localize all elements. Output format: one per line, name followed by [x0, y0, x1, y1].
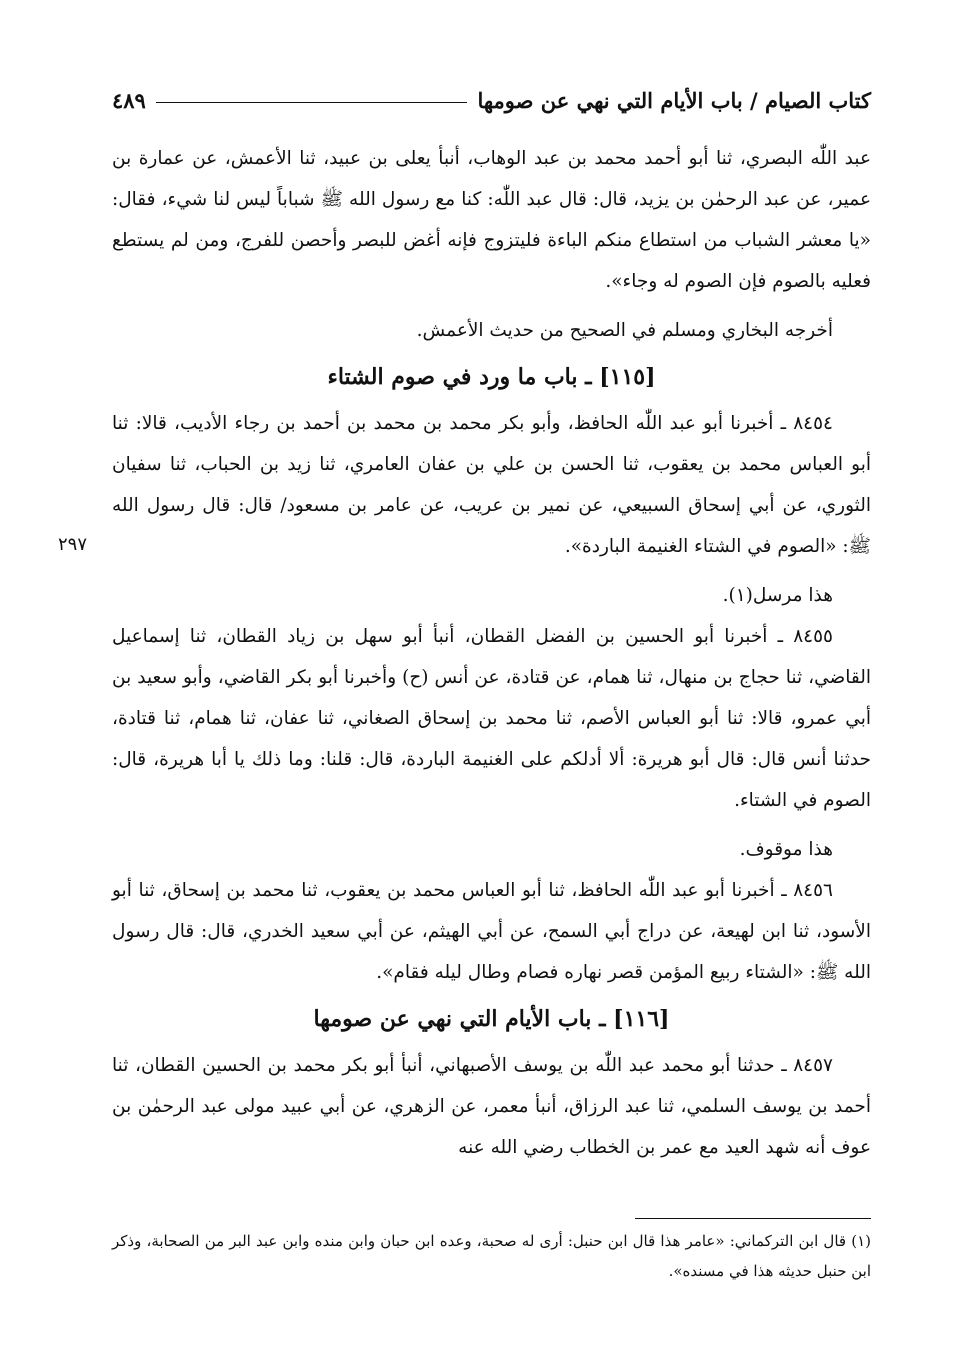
chapter-heading-116: [١١٦] ـ باب الأيام التي نهي عن صومها [313, 1006, 670, 1032]
hadith-8456: ٨٤٥٦ ـ أخبرنا أبو عبد اللّٰه الحافظ، ثنا أبو العباس محمد بن يعقوب، ثنا محمد بن إسحاق، ثنا أبو الأسود، ثنا ابن لهيعة، عن دراج أبي السمح، عن أبي الهيثم، عن أبي سعيد الخدري، قال: قال رسول الله ﷺ: «الشتاء ربيع المؤمن قصر نهاره فصام وطال ليله فقام». [112, 880, 871, 983]
footnotes [112, 1226, 871, 1286]
paragraph-mursal-note: هذا مرسل(١). [722, 585, 833, 606]
running-title: كتاب الصيام / باب الأيام التي نهي عن صومها [477, 87, 871, 113]
paragraph-takhrij: أخرجه البخاري ومسلم في الصحيح من حديث الأعمش. [416, 320, 833, 341]
hadith-8457: ٨٤٥٧ ـ حدثنا أبو محمد عبد اللّٰه بن يوسف الأصبهاني، أنبأ أبو بكر محمد بن الحسين القطان، ثنا أحمد بن يوسف السلمي، ثنا عبد الرزاق، أنبأ معمر، عن الزهري، عن أبي عبيد مولى عبد الرحمٰن بن عوف أنه شهد العيد مع عمر بن الخطاب رضي الله عنه [112, 1055, 871, 1158]
hadith-8455: ٨٤٥٥ ـ أخبرنا أبو الحسين بن الفضل القطان، أنبأ أبو سهل بن زياد القطان، ثنا إسماعيل القاضي، ثنا حجاج بن منهال، ثنا همام، عن قتادة، عن أنس (ح) وأخبرنا أبو بكر القاضي، وأبو سعيد بن أبي عمرو، قالا: ثنا أبو العباس الأصم، ثنا محمد بن إسحاق الصغاني، ثنا عفان، ثنا همام، ثنا قتادة، حدثنا أنس قال: قال أبو هريرة: ألا أدلكم على الغنيمة الباردة، قال: قلنا: وما ذلك يا أبا هريرة، قال: الصوم في الشتاء. [112, 626, 871, 811]
paragraph-mawquf-note: هذا موقوف. [739, 839, 833, 860]
margin-page-reference: ٢٩٧ [58, 534, 88, 555]
footnote-rule [635, 1218, 871, 1219]
header-rule [156, 102, 468, 103]
main-text [112, 138, 871, 1168]
page-number: ٤٨٩ [112, 87, 146, 113]
chapter-heading-115: [١١٥] ـ باب ما ورد في صوم الشتاء [327, 364, 656, 390]
paragraph-continuation: عبد اللّٰه البصري، ثنا أبو أحمد محمد بن عبد الوهاب، أنبأ يعلى بن عبيد، ثنا الأعمش، عن عمارة بن عمير، عن عبد الرحمٰن بن يزيد، قال: قال عبد اللّٰه: كنا مع رسول الله ﷺ شباباً ليس لنا شيء، فقال: «يا معشر الشباب من استطاع منكم الباءة فليتزوج فإنه أغض للبصر وأحصن للفرج، ومن لم يستطع فعليه بالصوم فإن الصوم له وجاء». [112, 148, 871, 292]
hadith-8454: ٨٤٥٤ ـ أخبرنا أبو عبد اللّٰه الحافظ، وأبو بكر محمد بن محمد بن أحمد بن رجاء الأديب، قالا: ثنا أبو العباس محمد بن يعقوب، ثنا الحسن بن علي بن عفان العامري، ثنا زيد بن الحباب، ثنا سفيان الثوري، عن أبي إسحاق السبيعي، عن نمير بن عريب، عن عامر بن مسعود/ قال: قال رسول الله ﷺ: «الصوم في الشتاء الغنيمة الباردة». [112, 413, 871, 557]
page-header [112, 80, 871, 120]
footnote-1: (١) قال ابن التركماني: «عامر هذا قال ابن حنبل: أرى له صحبة، وعده ابن حبان وابن منده وابن عبد البر من الصحابة، وذكر ابن حنبل حديثه هذا في مسنده». [112, 1232, 871, 1280]
